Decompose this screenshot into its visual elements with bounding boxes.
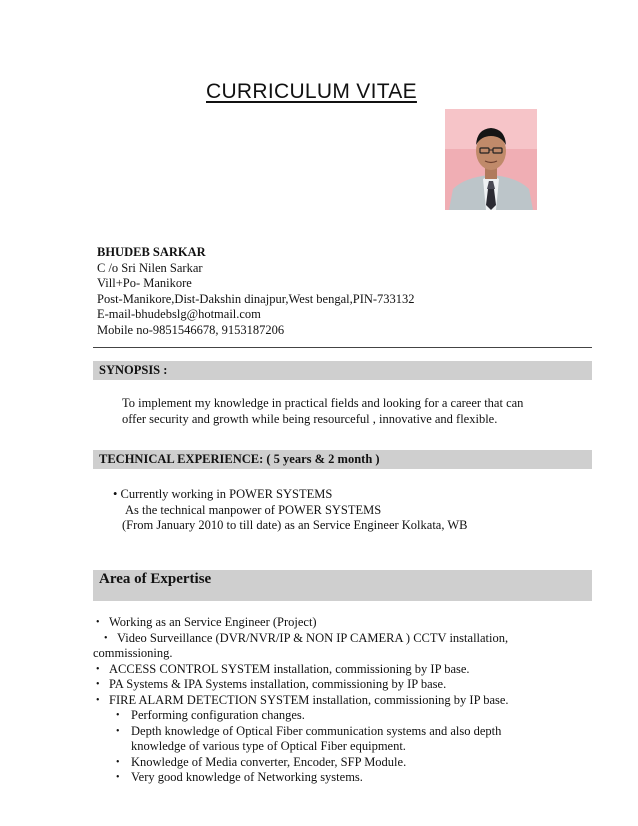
list-item	[93, 693, 533, 709]
sub-list-item	[93, 770, 533, 786]
technical-experience-heading: TECHNICAL EXPERIENCE: ( 5 years & 2 month )	[93, 450, 592, 469]
bullet-icon: •	[116, 725, 120, 737]
sub-list-item	[93, 755, 533, 771]
synopsis-line: offer security and growth while being resourceful , innovative and flexible.	[122, 412, 498, 426]
list-item-text: PA Systems & IPA Systems installation, commissioning by IP base.	[109, 677, 447, 691]
list-item-text: FIRE ALARM DETECTION SYSTEM installation, commissioning by IP base.	[109, 692, 509, 707]
list-item-continuation: (From January 2010 to till date) as an Service Engineer Kolkata, WB	[122, 518, 468, 532]
list-item	[113, 487, 468, 503]
contact-block	[97, 245, 415, 338]
list-item-text: Currently working in POWER SYSTEMS	[120, 487, 333, 501]
bullet-icon: •	[104, 632, 108, 644]
bullet-icon: •	[116, 772, 120, 783]
list-item-text: Very good knowledge of Networking systems.	[131, 770, 363, 784]
list-item	[93, 631, 533, 647]
list-item-text: Depth knowledge of Optical Fiber communication systems and also depth	[131, 723, 502, 738]
bullet-icon: •	[116, 710, 120, 721]
list-item	[93, 677, 533, 693]
contact-line-email: E-mail-bhudebslg@hotmail.com	[97, 307, 261, 321]
list-item-continuation: As the technical manpower of POWER SYSTEMS	[125, 502, 382, 517]
bullet-icon: •	[96, 679, 100, 690]
list-item-text: Knowledge of Media converter, Encoder, SFP Module.	[131, 754, 407, 769]
list-item-continuation: commissioning.	[93, 646, 173, 660]
list-item	[93, 662, 533, 678]
sub-list-item	[93, 724, 533, 740]
bullet-icon: •	[113, 487, 118, 501]
page-title: CURRICULUM VITAE	[206, 80, 417, 103]
bullet-icon: •	[116, 756, 120, 768]
synopsis-heading: SYNOPSIS :	[93, 361, 592, 380]
contact-line-care-of: C /o Sri Nilen Sarkar	[97, 260, 203, 275]
contact-line-mobile: Mobile no-9851546678, 9153187206	[97, 322, 285, 337]
expertise-list	[93, 615, 533, 786]
divider	[93, 347, 592, 348]
synopsis-line: To implement my knowledge in practical fields and looking for a career that can	[122, 396, 524, 410]
contact-line-address: Post-Manikore,Dist-Dakshin dinajpur,West bengal,PIN-733132	[97, 291, 415, 306]
list-item-text: Working as an Service Engineer (Project)	[109, 615, 317, 629]
list-item-text: Video Surveillance (DVR/NVR/IP & NON IP CAMERA ) CCTV installation,	[117, 630, 509, 645]
technical-experience-list	[113, 487, 468, 534]
synopsis-text	[122, 395, 523, 427]
bullet-icon: •	[96, 617, 100, 628]
list-item	[93, 615, 533, 631]
expertise-heading: Area of Expertise	[93, 570, 592, 601]
contact-line-village: Vill+Po- Manikore	[97, 276, 192, 290]
list-item-text: Performing configuration changes.	[131, 708, 305, 722]
list-item-continuation: knowledge of various type of Optical Fiber equipment.	[131, 739, 406, 753]
bullet-icon: •	[96, 694, 100, 706]
list-item-text: ACCESS CONTROL SYSTEM installation, commissioning by IP base.	[109, 661, 470, 676]
profile-photo	[445, 109, 537, 210]
sub-list-item	[93, 708, 533, 724]
bullet-icon: •	[96, 663, 100, 675]
candidate-name: BHUDEB SARKAR	[97, 245, 206, 259]
